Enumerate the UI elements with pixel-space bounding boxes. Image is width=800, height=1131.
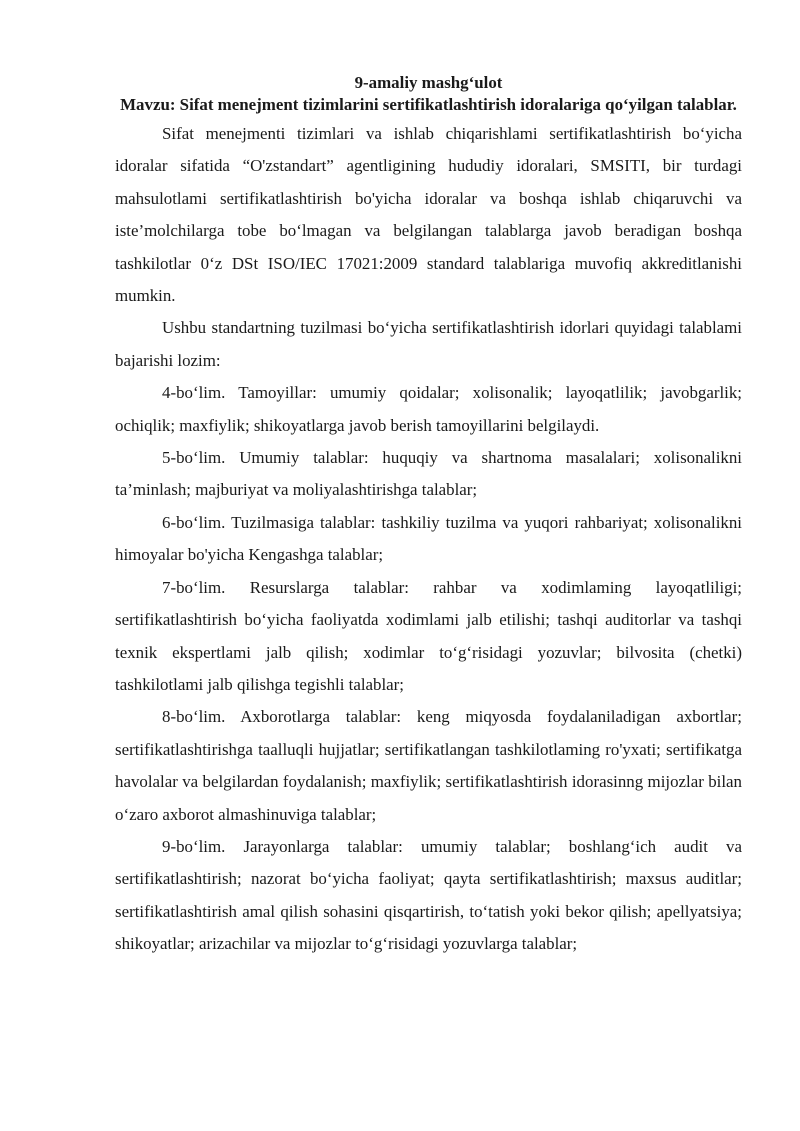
paragraph-standard-structure: Ushbu standartning tuzilmasi bo‘yicha sertifikatlashtirish idorlari quyidagi talablami bajarishi lozim: xyxy=(115,318,742,370)
paragraph-section-8: 8-bo‘lim. Axborotlarga talablar: keng miqyosda foydalaniladigan axbortlar; sertifikatlashtirishga taalluqli hujjatlar; sertifikatlangan tashkilotlaming ro'yxati; sertifikatga havolalar va belgilardan foydalanish; maxfiylik; sertifikatlashtirish idorasinng mijozlar bilan o‘zaro axborot almashinuviga talablar; xyxy=(115,707,742,824)
document-subtitle: Mavzu: Sifat menejment tizimlarini sertifikatlashtirish idoralariga qo‘yilgan talablar. xyxy=(120,95,737,114)
document-title: 9-amaliy mashg‘ulot xyxy=(354,73,503,92)
paragraph-section-5: 5-bo‘lim. Umumiy talablar: huquqiy va shartnoma masalalari; xolisonalikni ta’minlash; majburiyat va moliyalashtirishga talablar; xyxy=(115,448,742,500)
paragraph-intro: Sifat menejmenti tizimlari va ishlab chiqarishlami sertifikatlashtirish bo‘yicha idoralar sifatida “O'zstandart” agentligining hududiy idoralari, SMSITI, bir turdagi mahsulotlami sertifikatlashtirish bo'yicha idoralar va boshqa ishlab chiqaruvchi va iste’molchilarga tobe bo‘lmagan va belgilangan talablarga javob beradigan boshqa tashkilotlar 0‘z DSt ISO/IEC 17021:2009 standard talablariga muvofiq akkreditlanishi mumkin. xyxy=(115,124,742,306)
paragraph-section-6: 6-bo‘lim. Tuzilmasiga talablar: tashkiliy tuzilma va yuqori rahbariyat; xolisonalikni himoyalar bo'yicha Kengashga talablar; xyxy=(115,512,742,565)
paragraph-section-4: 4-bo‘lim. Tamoyillar: umumiy qoidalar; xolisonalik; layoqatlilik; javobgarlik; ochiqlik; maxfiylik; shikoyatlarga javob berish tamoyillarini belgilaydi. xyxy=(115,383,742,435)
paragraph-section-9: 9-bo‘lim. Jarayonlarga talablar: umumiy talablar; boshlang‘ich audit va sertifikatlashtirish; nazorat bo‘yicha faoliyat; qayta sertifikatlashtirish; maxsus auditlar; sertifikatlashtirish amal qilish sohasini qisqartirish, to‘tatish yoki bekor qilish; apellyatsiya; shikoyatlar; arizachilar va mijozlar to‘g‘risidagi yozuvlarga talablar; xyxy=(115,836,742,954)
document-page xyxy=(115,72,742,961)
paragraph-section-7: 7-bo‘lim. Resurslarga talablar: rahbar va xodimlaming layoqatliligi; sertifikatlashtirish bo‘yicha faoliyatda xodimlami jalb etilishi; tashqi auditorlar va tashqi texnik ekspertlami jalb qilish; xodimlar to‘g‘risidagi yozuvlar; bilvosita (chetki) tashkilotlami jalb qilishga tegishli talablar; xyxy=(115,577,742,694)
